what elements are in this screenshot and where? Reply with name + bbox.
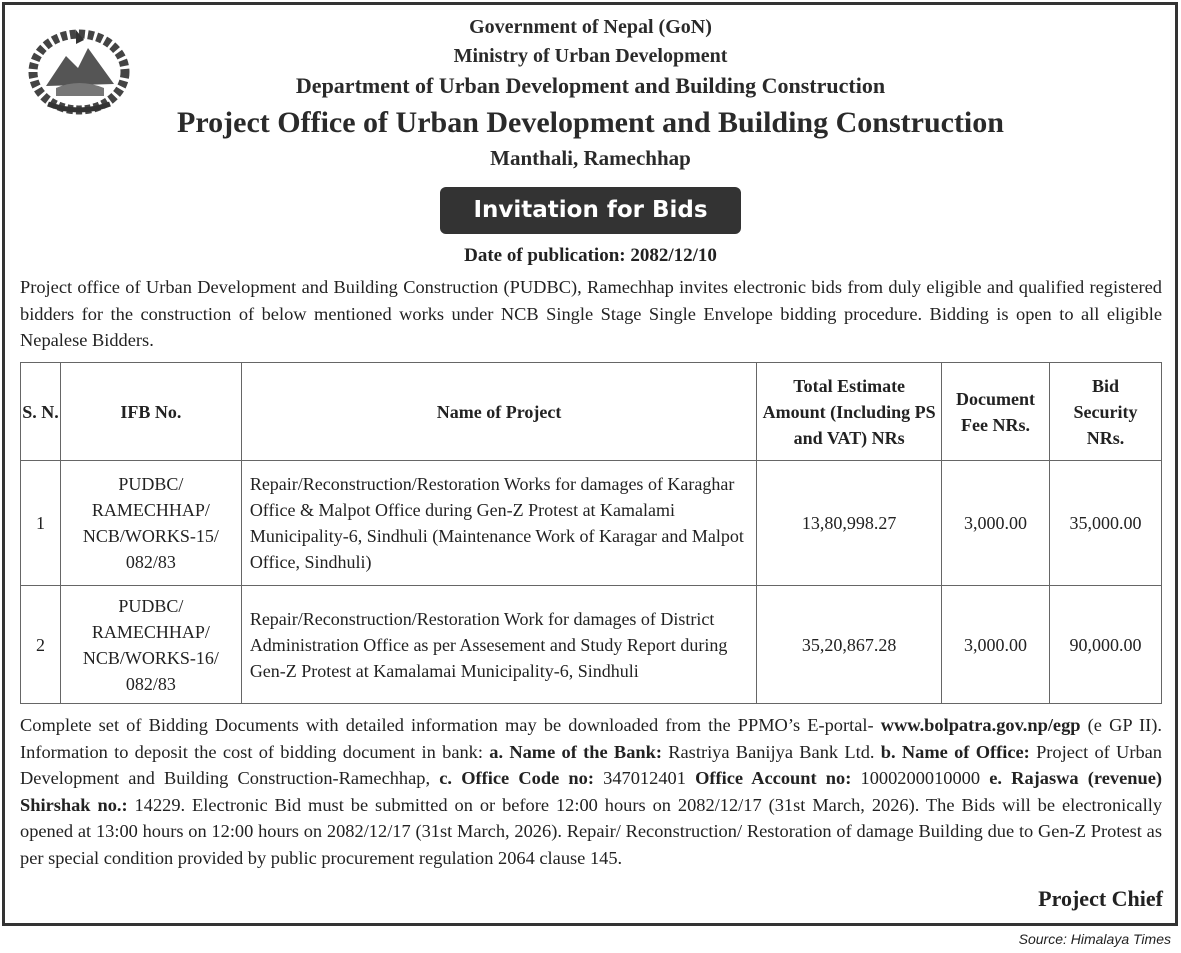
col-ifb: IFB No. — [60, 363, 241, 461]
text: 14229. Electronic Bid must be submitted on or before 12:00 hours on 2082/12/17 (31st March, 2026). The Bids will be electronically opened at 13:00 hours on 12:00 hours on 2082/12/17 (31st March, 2026). Repair/ Reconstruction/ Restoration of damage Building due to Gen-Z Protest as per special condition provided by public procurement regulation 2064 clause 145. — [20, 794, 1163, 868]
details-paragraph — [20, 712, 1162, 871]
label: Office Account no: — [695, 768, 852, 788]
cell-amount: 13,80,998.27 — [757, 461, 942, 586]
cell-name: Repair/Reconstruction/Restoration Work for damages of District Administration Office as per Assesement and Study Report during Gen-Z Protest at Kamalamai Municipality-6, Sindhuli — [241, 586, 756, 704]
nepal-emblem-icon — [26, 26, 132, 116]
office-heading: Project Office of Urban Development and Building Construction — [177, 106, 1004, 139]
source-credit: Source: Himalaya Times — [1018, 931, 1171, 947]
col-fee: Document Fee NRs. — [942, 363, 1050, 461]
cell-amount: 35,20,867.28 — [757, 586, 942, 704]
col-sn: S. N. — [21, 363, 61, 461]
label: e. Rajaswa (revenue) Shirshak no.: — [20, 768, 1162, 815]
text: 347012401 — [593, 768, 696, 788]
bids-table — [20, 362, 1162, 704]
cell-fee: 3,000.00 — [942, 461, 1050, 586]
label: b. Name of Office: — [880, 741, 1030, 762]
text: Complete set of Bidding Documents with detailed information may be downloaded from the PPMO’s E-portal- — [20, 715, 881, 735]
label: c. Office Code no: — [439, 768, 594, 788]
text: Project of Urban Development and Building Construction-Ramechhap, — [20, 741, 1162, 788]
cell-ifb: PUDBC/ RAMECHHAP/ NCB/WORKS-16/ 082/83 — [60, 586, 241, 704]
cell-sn: 1 — [21, 461, 61, 586]
text: (e GP II). Information to deposit the cost of bidding document in bank: — [20, 715, 1162, 762]
cell-fee: 3,000.00 — [942, 586, 1050, 704]
label: a. Name of the Bank: — [489, 741, 662, 762]
notice-title: Invitation for Bids — [440, 187, 741, 234]
signature: Project Chief — [1038, 886, 1163, 911]
cell-ifb: PUDBC/ RAMECHHAP/ NCB/WORKS-15/ 082/83 — [60, 461, 241, 586]
cell-name: Repair/Reconstruction/Restoration Works for damages of Karaghar Office & Malpot Office during Gen-Z Protest at Kamalami Municipality-6, Sindhuli (Maintenance Work of Karagar and Malpot Office, Sindhuli) — [241, 461, 756, 586]
gov-heading: Government of Nepal (GoN) — [469, 16, 712, 38]
col-amount: Total Estimate Amount (Including PS and VAT) NRs — [757, 363, 942, 461]
col-security: Bid Security NRs. — [1050, 363, 1162, 461]
publication-date: Date of publication: 2082/12/10 — [464, 245, 717, 266]
intro-paragraph: Project office of Urban Development and Building Construction (PUDBC), Ramechhap invites electronic bids from duly eligible and qualified registered bidders for the construction of below mentioned works under NCB Single Stage Single Envelope bidding procedure. Bidding is open to all eligible Nepalese Bidders. — [20, 277, 1162, 350]
table-row — [21, 586, 1162, 704]
cell-security: 35,000.00 — [1050, 461, 1162, 586]
text: Rastriya Banijya Bank Ltd. — [661, 741, 881, 762]
cell-security: 90,000.00 — [1050, 586, 1162, 704]
department-heading: Department of Urban Development and Building Construction — [295, 73, 886, 98]
text: 1000200010000 — [851, 768, 990, 788]
cell-sn: 2 — [21, 586, 61, 704]
col-name: Name of Project — [241, 363, 756, 461]
table-row — [21, 461, 1162, 586]
table-header-row — [21, 363, 1162, 461]
ministry-heading: Ministry of Urban Development — [453, 45, 728, 67]
location-heading: Manthali, Ramechhap — [490, 146, 691, 170]
portal-link[interactable]: www.bolpatra.gov.np/egp — [880, 715, 1081, 735]
